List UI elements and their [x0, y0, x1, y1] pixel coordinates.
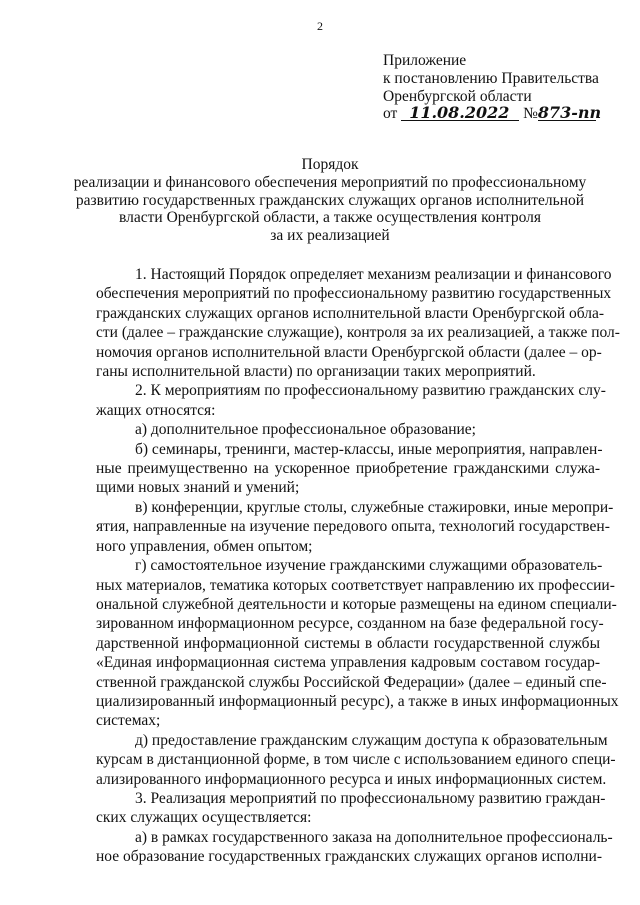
appendix-line-1: Приложение: [383, 52, 467, 69]
paragraph-line: циализированный информационный ресурс), а также в иных информационных: [96, 692, 619, 710]
paragraph-line: ских служащих осуществляется:: [96, 809, 312, 827]
paragraph-line: 2. К мероприятиям по профессиональному развитию гражданских слу-: [135, 382, 606, 400]
paragraph-line: б) семинары, тренинги, мастер-классы, иные мероприятия, направлен-: [135, 440, 603, 458]
paragraph-line: зированном информационном ресурсе, созданном на базе федеральной госу-: [96, 615, 604, 633]
paragraph-line: ализированного информационного ресурса и иных информационных систем.: [96, 770, 607, 788]
paragraph: [96, 381, 606, 420]
paragraph-line: в) конференции, круглые столы, служебные стажировки, иные меропри-: [135, 498, 614, 516]
paragraph-line: ных материалов, тематика которых соответствует направлению их профессии-: [96, 576, 615, 594]
paragraph-line: ганы исполнительной власти) по организации таких мероприятий.: [96, 363, 536, 381]
paragraph: [96, 440, 603, 498]
paragraph-line: ные преимущественно на ускоренное приобретение гражданскими служа-: [96, 460, 600, 478]
paragraph-line: жащих относятся:: [96, 401, 216, 419]
paragraph-line: системах;: [96, 712, 161, 730]
page-number: 2: [317, 19, 323, 33]
title-heading: Порядок: [301, 156, 359, 173]
paragraph-line: курсам в дистанционной форме, в том числе с использованием единого специ-: [96, 751, 616, 769]
paragraph: [96, 731, 616, 789]
paragraph-line: а) дополнительное профессиональное образование;: [135, 421, 476, 439]
title-line-2: развитию государственных гражданских служащих органов исполнительной: [75, 191, 585, 209]
handwritten-number: 873-пп: [537, 103, 602, 123]
appendix-line-2: к постановлению Правительства: [383, 69, 599, 87]
title-line-3: власти Оренбургской области, а также осуществления контроля: [119, 209, 541, 227]
paragraph-line: обеспечения мероприятий по профессиональному развитию государственных: [96, 285, 612, 303]
paragraph-line: 3. Реализация мероприятий по профессиональному развитию граждан-: [135, 789, 606, 807]
paragraph: [96, 828, 613, 867]
date-prefix: от: [383, 105, 398, 123]
paragraph: [96, 498, 614, 556]
paragraph-line: сти (далее – гражданские служащие), контроля за их реализацией, а также пол-: [96, 324, 620, 342]
paragraph-line: 1. Настоящий Порядок определяет механизм реализации и финансового: [135, 266, 612, 283]
paragraph-line: г) самостоятельное изучение гражданскими служащими образователь-: [135, 557, 603, 575]
handwritten-date: 11.08.2022: [401, 105, 519, 121]
number-prefix: №: [523, 105, 538, 123]
appendix-date-line: [383, 105, 623, 123]
paragraph: [96, 556, 619, 731]
paragraph-line: ятия, направленные на изучение передового опыта, технологий государствен-: [96, 518, 610, 536]
paragraph-line: ного управления, обмен опытом;: [96, 537, 313, 555]
paragraph: [96, 789, 606, 828]
paragraph-line: ственной гражданской службы Российской Федерации» (далее – единый спе-: [96, 673, 607, 691]
paragraph-line: «Единая информационная система управления кадровым составом государ-: [96, 654, 600, 672]
paragraph-line: а) в рамках государственного заказа на дополнительное профессиональ-: [135, 828, 613, 846]
title-line-1: реализации и финансового обеспечения мероприятий по профессиональному: [73, 173, 587, 191]
document-title: [40, 156, 620, 245]
appendix-block: [383, 52, 623, 123]
document-body: [96, 265, 620, 867]
paragraph-line: щими новых знаний и умений;: [96, 479, 300, 497]
paragraph-line: ональной служебной деятельности и которые размещены на едином специали-: [96, 595, 617, 613]
paragraph-line: ное образование государственных гражданских служащих органов исполни-: [96, 848, 603, 866]
paragraph-line: номочия органов исполнительной власти Оренбургской области (далее – ор-: [96, 343, 602, 361]
paragraph-line: дарственной информационной системы в области государственной службы: [96, 634, 600, 652]
paragraph-line: гражданских служащих органов исполнительной власти Оренбургской обла-: [96, 304, 605, 322]
paragraph: [96, 265, 620, 381]
paragraph: [96, 420, 600, 439]
appendix-line-3: Оренбургской области: [383, 87, 532, 105]
paragraph-line: д) предоставление гражданским служащим доступа к образовательным: [135, 731, 608, 749]
title-line-4: за их реализацией: [270, 227, 390, 245]
